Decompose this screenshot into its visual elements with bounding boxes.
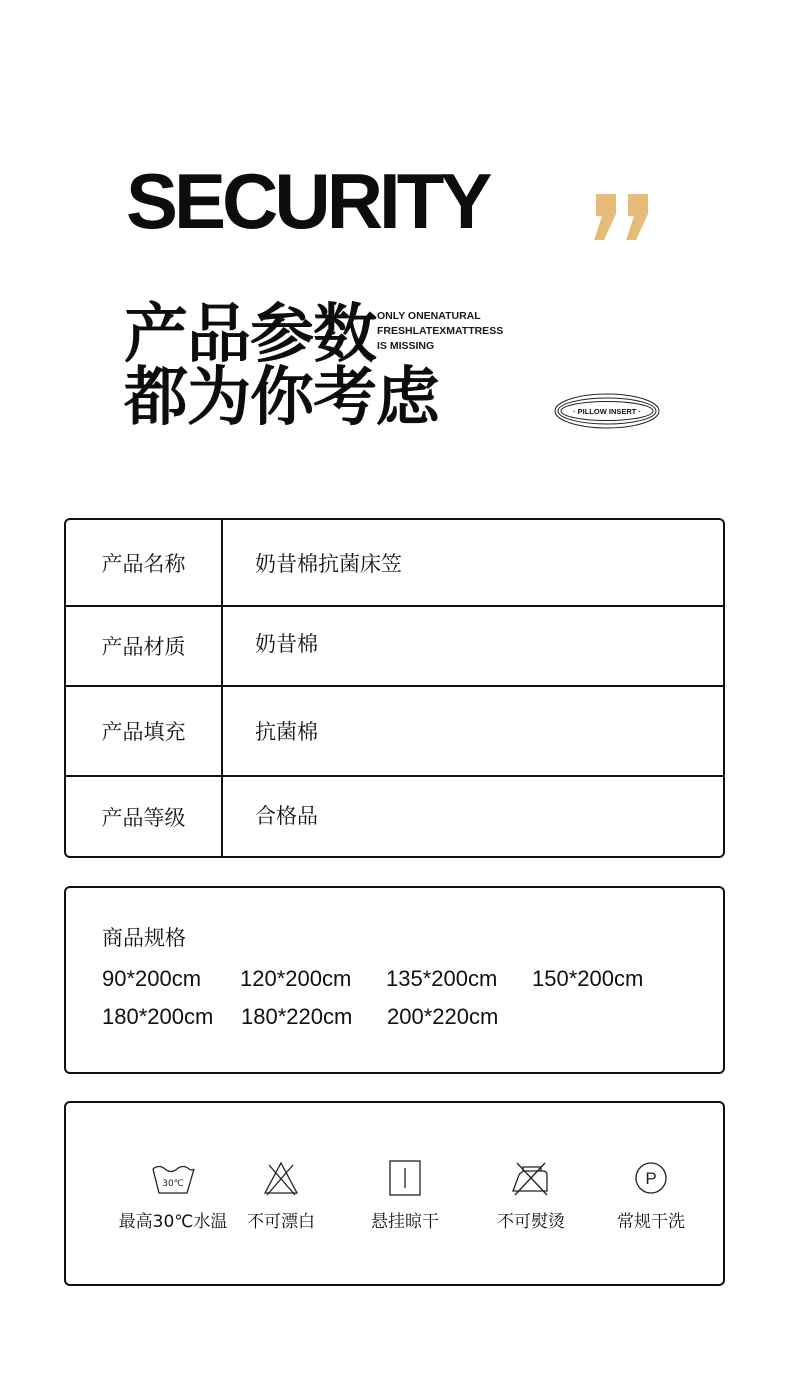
wash-temp-text: 30℃ — [162, 1179, 184, 1189]
size-option: 180*220cm — [241, 1004, 353, 1029]
care-label: 常规干洗 — [617, 1212, 685, 1232]
dry-clean-p-icon — [631, 1159, 671, 1197]
care-item — [340, 1159, 470, 1232]
pillow-insert-badge — [553, 391, 661, 431]
dry-clean-letter: P — [645, 1169, 657, 1188]
param-label: 产品填充 — [66, 687, 223, 775]
quote-mark-icon — [590, 192, 656, 244]
param-label: 产品名称 — [66, 520, 223, 605]
badge-text: · PILLOW INSERT · — [573, 407, 641, 416]
size-option: 150*200cm — [532, 966, 644, 991]
wash-30-icon — [149, 1159, 197, 1197]
no-bleach-icon — [261, 1159, 301, 1197]
param-value: 合格品 — [255, 803, 318, 828]
size-option: 180*200cm — [102, 1004, 214, 1029]
care-box — [64, 1101, 725, 1286]
tagline-line: IS MISSING — [377, 340, 435, 352]
spec-line-2 — [102, 1004, 498, 1030]
size-option: 90*200cm — [102, 966, 202, 991]
care-label: 不可熨烫 — [497, 1212, 565, 1232]
tagline-line: FRESHLATEXMATTRESS — [377, 325, 504, 337]
spec-title: 商品规格 — [102, 926, 186, 950]
care-item — [586, 1159, 716, 1232]
table-row — [66, 605, 723, 685]
spec-line-1 — [102, 966, 643, 992]
table-row — [66, 775, 723, 856]
size-option: 135*200cm — [386, 966, 498, 991]
param-table — [64, 518, 725, 858]
care-label: 最高30℃水温 — [118, 1212, 228, 1232]
hang-dry-icon — [385, 1159, 425, 1197]
param-value: 奶昔棉抗菌床笠 — [255, 551, 402, 576]
tagline — [377, 309, 503, 354]
care-item — [216, 1159, 346, 1232]
spec-box — [64, 886, 725, 1074]
care-item — [466, 1159, 596, 1232]
size-option: 200*220cm — [387, 1004, 499, 1029]
tagline-line: ONLY ONENATURAL — [377, 310, 481, 322]
headline: SECURITY — [126, 157, 489, 245]
param-value: 抗菌棉 — [255, 720, 318, 744]
table-row — [66, 685, 723, 775]
table-row — [66, 520, 723, 605]
param-label: 产品等级 — [66, 777, 223, 856]
care-label: 悬挂晾干 — [371, 1212, 439, 1232]
subtitle-line-1: 产品参数 — [124, 298, 376, 372]
param-value: 奶昔棉 — [255, 632, 318, 656]
no-iron-icon — [509, 1159, 553, 1197]
subtitle-line-2: 都为你考虑 — [124, 361, 439, 435]
size-option: 120*200cm — [240, 966, 352, 991]
param-label: 产品材质 — [66, 607, 223, 685]
care-label: 不可漂白 — [247, 1212, 315, 1232]
